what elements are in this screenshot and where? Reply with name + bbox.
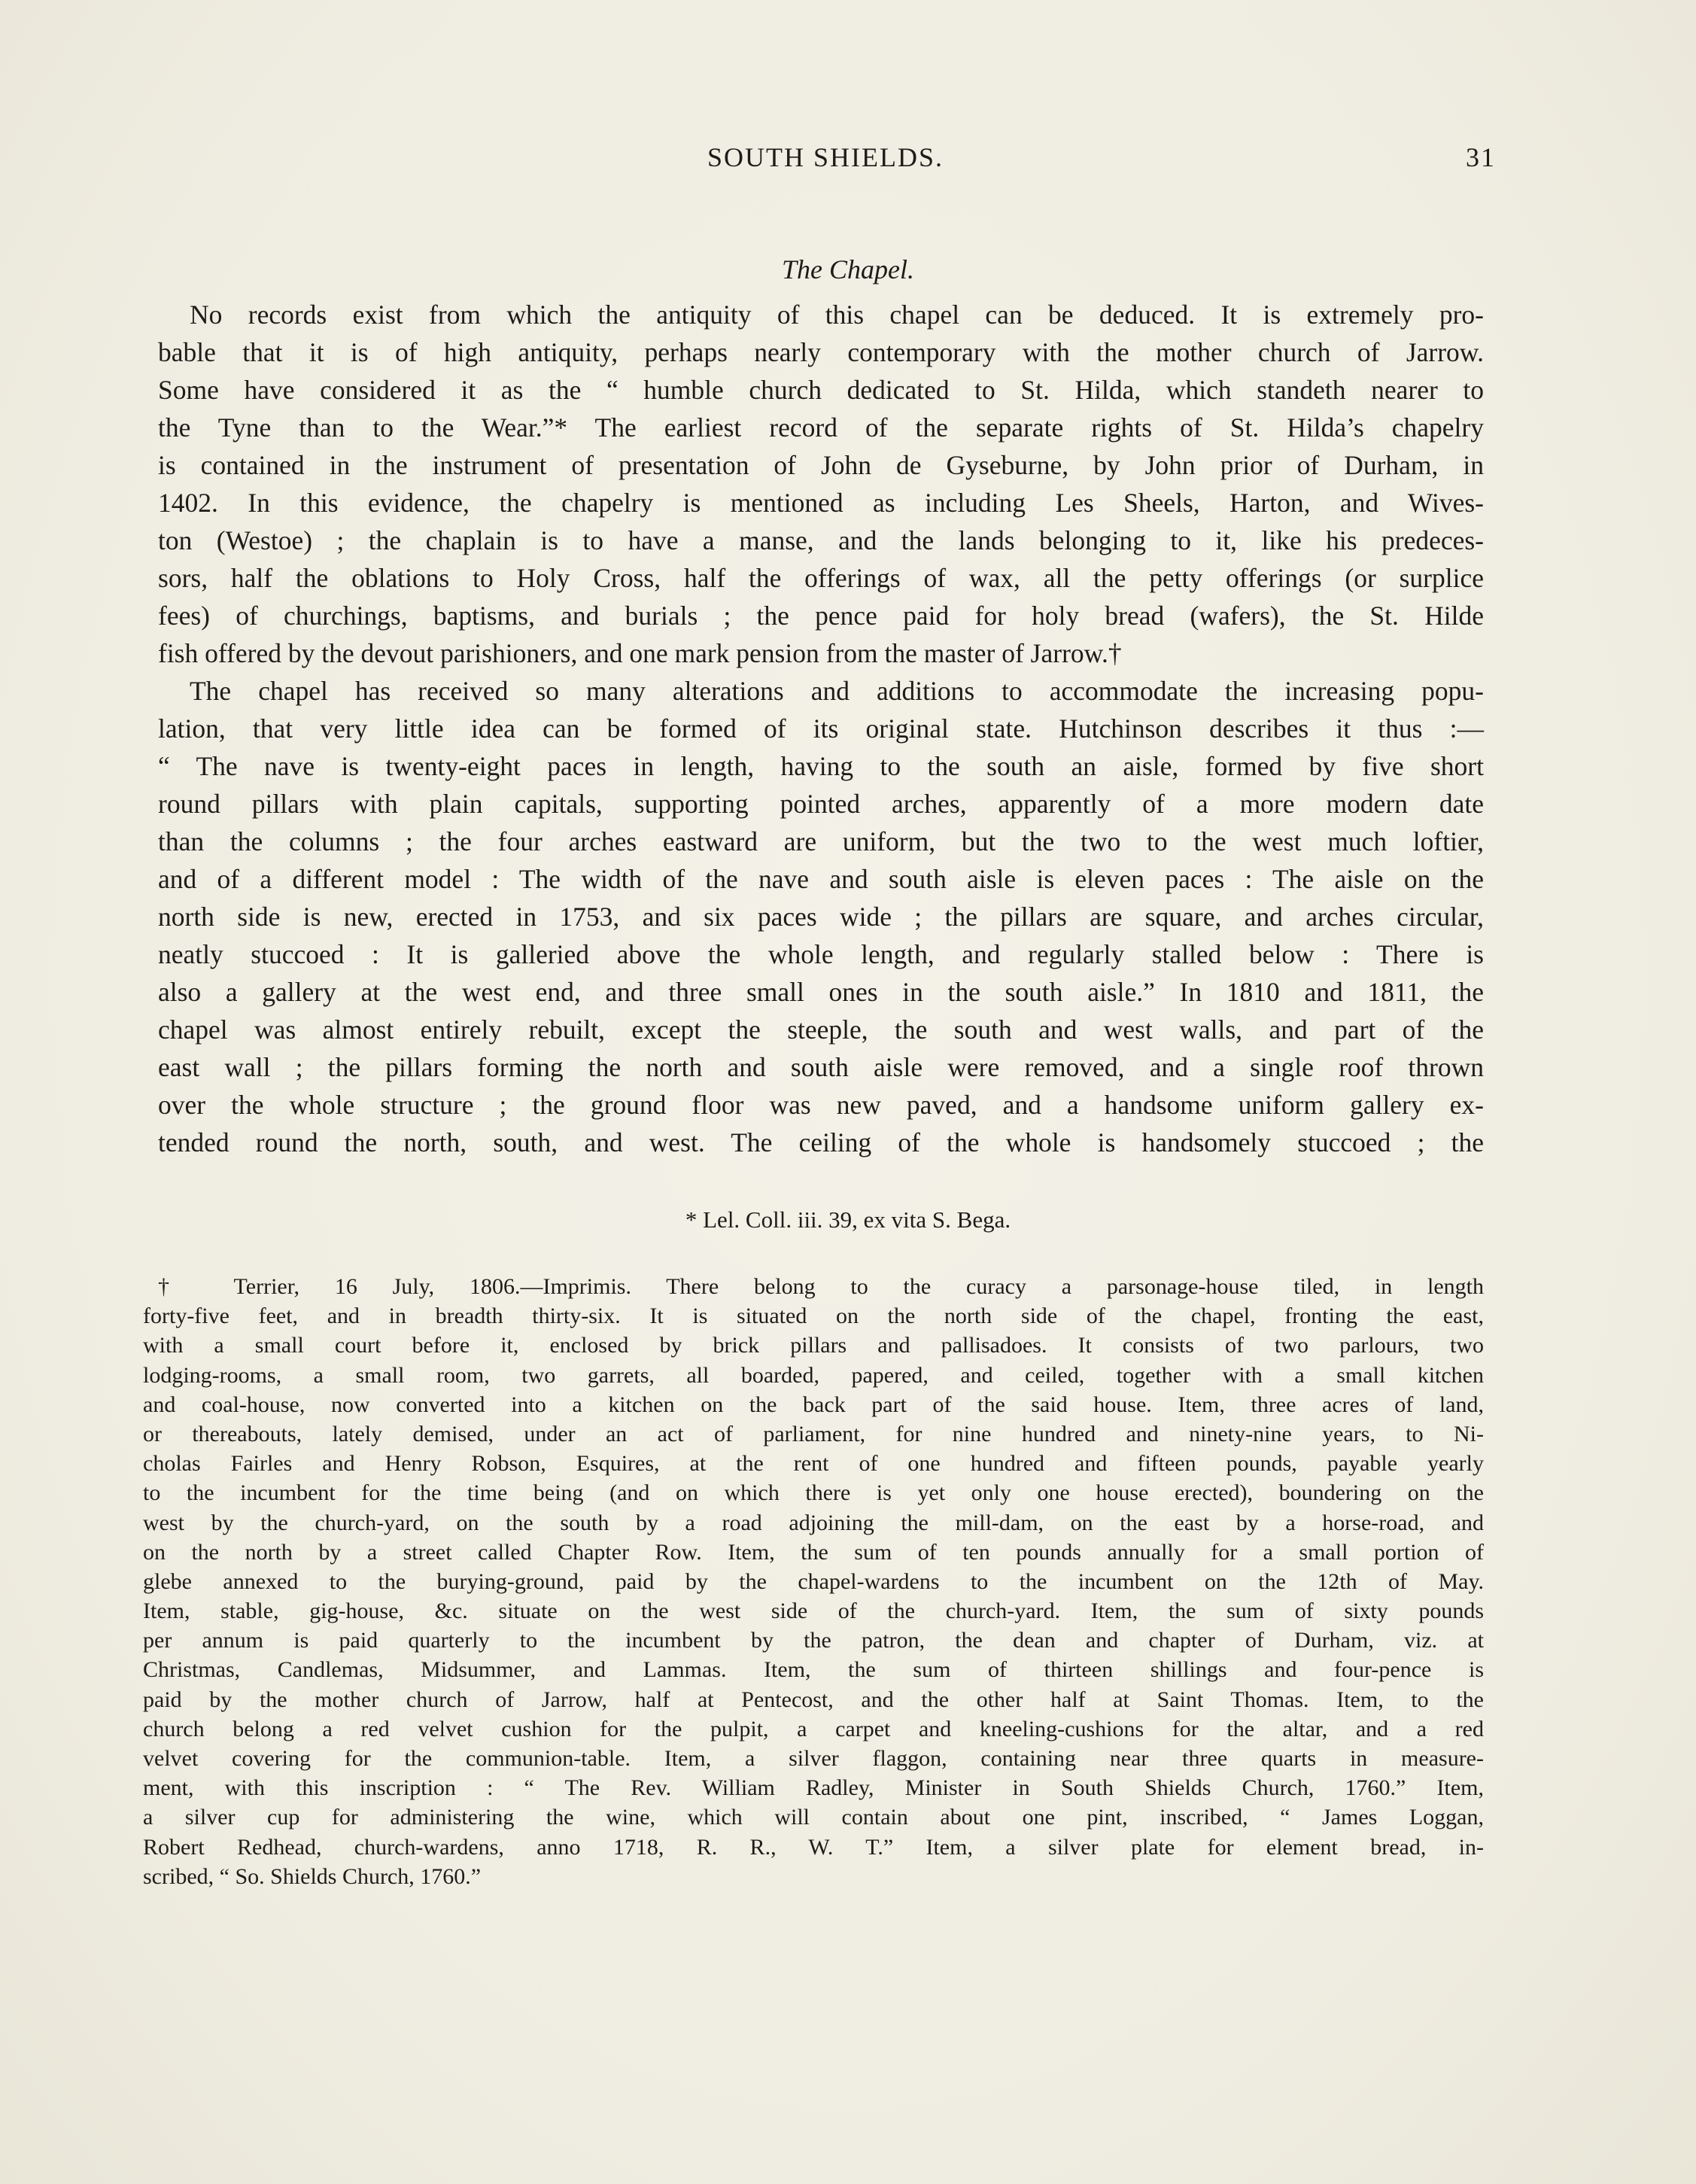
footnote-line: a silver cup for administering the wine, which will contain about one pint, inscribed, “ James Loggan, (143, 1805, 1484, 1830)
body-line: sors, half the oblations to Holy Cross, half the offerings of wax, all the petty offerings (or surplice (158, 563, 1484, 593)
body-line: than the columns ; the four arches eastward are uniform, but the two to the west much loftier, (158, 826, 1484, 856)
footnote-line: lodging-rooms, a small room, two garrets, all boarded, papered, and ceiled, together with a small kitchen (143, 1362, 1484, 1388)
footnote-line: glebe annexed to the burying-ground, paid by the chapel-wardens to the incumbent on the 12th of May. (143, 1568, 1484, 1594)
body-line: and of a different model : The width of the nave and south aisle is eleven paces : The aisle on the (158, 864, 1484, 894)
footnote-line: † Terrier, 16 July, 1806.—Imprimis. There belong to the curacy a parsonage-house tiled, in length (158, 1274, 1484, 1299)
footnote-line: Robert Redhead, church-wardens, anno 1718, R. R., W. T.” Item, a silver plate for element bread, in- (143, 1834, 1484, 1860)
body-line: fees) of churchings, baptisms, and burials ; the pence paid for holy bread (wafers), the St. Hilde (158, 601, 1484, 631)
body-line: tended round the north, south, and west. The ceiling of the whole is handsomely stuccoed ; the (158, 1127, 1484, 1157)
body-line: Some have considered it as the “ humble church dedicated to St. Hilda, which standeth nearer to (158, 375, 1484, 405)
footnote-line: west by the church-yard, on the south by a road adjoining the mill-dam, on the east by a horse-road, and (143, 1510, 1484, 1535)
body-line: east wall ; the pillars forming the north and south aisle were removed, and a single roof thrown (158, 1052, 1484, 1082)
body-line: north side is new, erected in 1753, and six paces wide ; the pillars are square, and arches circular, (158, 902, 1484, 932)
body-line: round pillars with plain capitals, supporting pointed arches, apparently of a more modern date (158, 789, 1484, 819)
body-line: The chapel has received so many alterations and additions to accommodate the increasing popu- (190, 676, 1484, 706)
footnote-line: scribed, “ So. Shields Church, 1760.” (143, 1863, 482, 1889)
body-text (158, 296, 1484, 1161)
footnote-line: cholas Fairles and Henry Robson, Esquires, at the rent of one hundred and fifteen pounds, payable yearly (143, 1451, 1484, 1477)
footnote-line: and coal-house, now converted into a kitchen on the back part of the said house. Item, three acres of land, (143, 1392, 1484, 1417)
body-line: is contained in the instrument of presentation of John de Gyseburne, by John prior of Durham, in (158, 450, 1484, 480)
footnote-star: * Lel. Coll. iii. 39, ex vita S. Bega. (685, 1206, 1011, 1233)
footnote-line: paid by the mother church of Jarrow, half at Pentecost, and the other half at Saint Thomas. Item, to the (143, 1687, 1484, 1712)
footnote-line: Item, stable, gig-house, &c. situate on the west side of the church-yard. Item, the sum of sixty pounds (143, 1598, 1484, 1624)
body-line: chapel was almost entirely rebuilt, except the steeple, the south and west walls, and part of the (158, 1014, 1484, 1045)
body-line: bable that it is of high antiquity, perhaps nearly contemporary with the mother church of Jarrow. (158, 337, 1484, 367)
footnote-line: per annum is paid quarterly to the incumbent by the patron, the dean and chapter of Durham, viz. at (143, 1628, 1484, 1653)
page-number: 31 (1466, 142, 1496, 172)
body-line: “ The nave is twenty-eight paces in length, having to the south an aisle, formed by five short (158, 751, 1484, 781)
footnote-line: forty-five feet, and in breadth thirty-six. It is situated on the north side of the chapel, fronting the east, (143, 1303, 1484, 1329)
footnote-line: or thereabouts, lately demised, under an act of parliament, for nine hundred and ninety-nine years, to Ni- (143, 1421, 1484, 1446)
body-line: also a gallery at the west end, and three small ones in the south aisle.” In 1810 and 1811, the (158, 977, 1484, 1007)
section-heading: The Chapel. (782, 254, 914, 284)
footnote-line: velvet covering for the communion-table. Item, a silver flaggon, containing near three quarts in measure- (143, 1746, 1484, 1771)
footnote-line: church belong a red velvet cushion for the pulpit, a carpet and kneeling-cushions for the altar, and a red (143, 1716, 1484, 1741)
footnote-line: to the incumbent for the time being (and on which there is yet only one house erected), boundering on the (143, 1480, 1484, 1506)
body-line: the Tyne than to the Wear.”* The earliest record of the separate rights of St. Hilda’s chapelry (158, 412, 1484, 443)
body-line: neatly stuccoed : It is galleried above the whole length, and regularly stalled below : There is (158, 939, 1484, 969)
body-line: 1402. In this evidence, the chapelry is mentioned as including Les Sheels, Harton, and Wives- (158, 488, 1484, 518)
body-line: over the whole structure ; the ground floor was new paved, and a handsome uniform gallery ex- (158, 1090, 1484, 1120)
footnote-line: ment, with this inscription : “ The Rev. William Radley, Minister in South Shields Church, 1760.” Item, (143, 1775, 1484, 1801)
body-line: No records exist from which the antiquity of this chapel can be deduced. It is extremely pro- (190, 300, 1484, 330)
footnote-line: with a small court before it, enclosed by brick pillars and pallisadoes. It consists of two parlours, two (143, 1333, 1484, 1358)
footnote-line: Christmas, Candlemas, Midsummer, and Lammas. Item, the sum of thirteen shillings and four-pence is (143, 1657, 1484, 1683)
footnote-dagger (143, 1272, 1484, 1891)
body-line: lation, that very little idea can be formed of its original state. Hutchinson describes it thus :— (158, 713, 1484, 744)
body-line: ton (Westoe) ; the chaplain is to have a manse, and the lands belonging to it, like his predeces- (158, 525, 1484, 555)
footnote-line: on the north by a street called Chapter Row. Item, the sum of ten pounds annually for a small portion of (143, 1539, 1484, 1565)
running-title: SOUTH SHIELDS. (707, 142, 944, 172)
body-line: fish offered by the devout parishioners, and one mark pension from the master of Jarrow.† (158, 638, 1122, 668)
